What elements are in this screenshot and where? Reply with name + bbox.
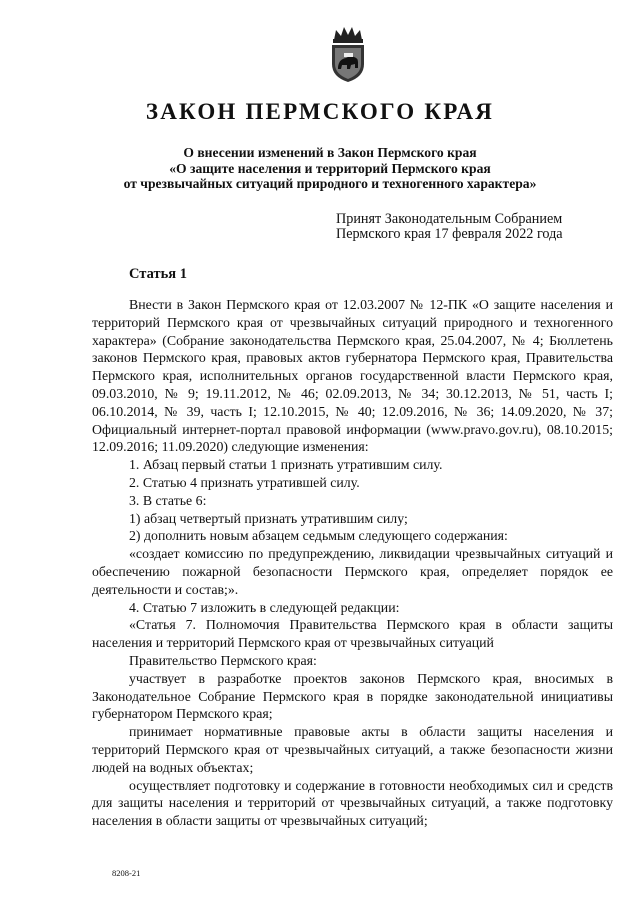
article-heading: Статья 1 — [129, 266, 187, 282]
adoption-line: Пермского края 17 февраля 2022 года — [336, 226, 563, 242]
adoption-line: Принят Законодательным Собранием — [336, 211, 563, 227]
paragraph: участвует в разработке проектов законов Пермского края, вносимых в Законодательное Собрание Пермского края в порядке законодательной инициативы губернатором Пермского края; — [92, 670, 613, 722]
subtitle-line: О внесении изменений в Закон Пермского края — [183, 145, 477, 160]
adoption-note — [336, 212, 563, 242]
article-body — [92, 296, 613, 830]
paragraph: «Статья 7. Полномочия Правительства Пермского края в области защиты населения и территорий Пермского края от чрезвычайных ситуаций — [92, 617, 613, 651]
paragraph: принимает нормативные правовые акты в области защиты населения и территорий Пермского края от чрезвычайных ситуаций, а также безопасности жизни людей на водных объектах; — [92, 724, 613, 775]
paragraph: 3. В статье 6: — [129, 492, 207, 508]
paragraph: 4. Статью 7 изложить в следующей редакции: — [129, 599, 400, 615]
document-code: 8208-21 — [112, 868, 141, 878]
law-subtitle — [40, 145, 620, 192]
paragraph: 2) дополнить новым абзацем седьмым следующего содержания: — [129, 528, 508, 544]
perm-krai-coat-of-arms-icon — [324, 24, 372, 84]
paragraph: «создает комиссию по предупреждению, ликвидации чрезвычайных ситуаций и обеспечению пожарной безопасности Пермского края, определяет порядок ее деятельности и состав;». — [92, 546, 613, 597]
paragraph: Правительство Пермского края: — [129, 652, 317, 668]
paragraph: 2. Статью 4 признать утратившей силу. — [129, 474, 360, 490]
paragraph: 1. Абзац первый статьи 1 признать утратившим силу. — [129, 457, 443, 473]
paragraph: 1) абзац четвертый признать утратившим силу; — [129, 510, 408, 526]
law-title: ЗАКОН ПЕРМСКОГО КРАЯ — [145, 99, 495, 124]
paragraph: осуществляет подготовку и содержание в готовности необходимых сил и средств для защиты населения и территорий от чрезвычайных ситуаций, а также подготовку населения в области защиты от чрезвычайных ситуаций; — [92, 777, 613, 829]
subtitle-line: от чрезвычайных ситуаций природного и техногенного характера» — [123, 176, 537, 191]
paragraph: Внести в Закон Пермского края от 12.03.2007 № 12-ПК «О защите населения и территорий Пермского края от чрезвычайных ситуаций природного и техногенного характера» (Собрание законодательства Пермского края, 25.04.2007, № 4; Бюллетень законов Пермского края, правовых актов губернатора Пермского края, Правительства Пермского края, исполнительных органов государственной власти Пермского края, 09.03.2010, № 9; 19.11.2012, № 46; 02.09.2013, № 34; 30.12.2013, № 51, часть I; 06.10.2014, № 39, часть I; 12.10.2015, № 40; 12.09.2016, № 36; 14.09.2020, № 37; Официальный интернет-портал правовой информации (www.pravo.gov.ru), 08.10.2015; 12.09.2016; 11.09.2020) следующие изменения: — [92, 297, 613, 455]
subtitle-line: «О защите населения и территорий Пермского края — [169, 160, 491, 176]
